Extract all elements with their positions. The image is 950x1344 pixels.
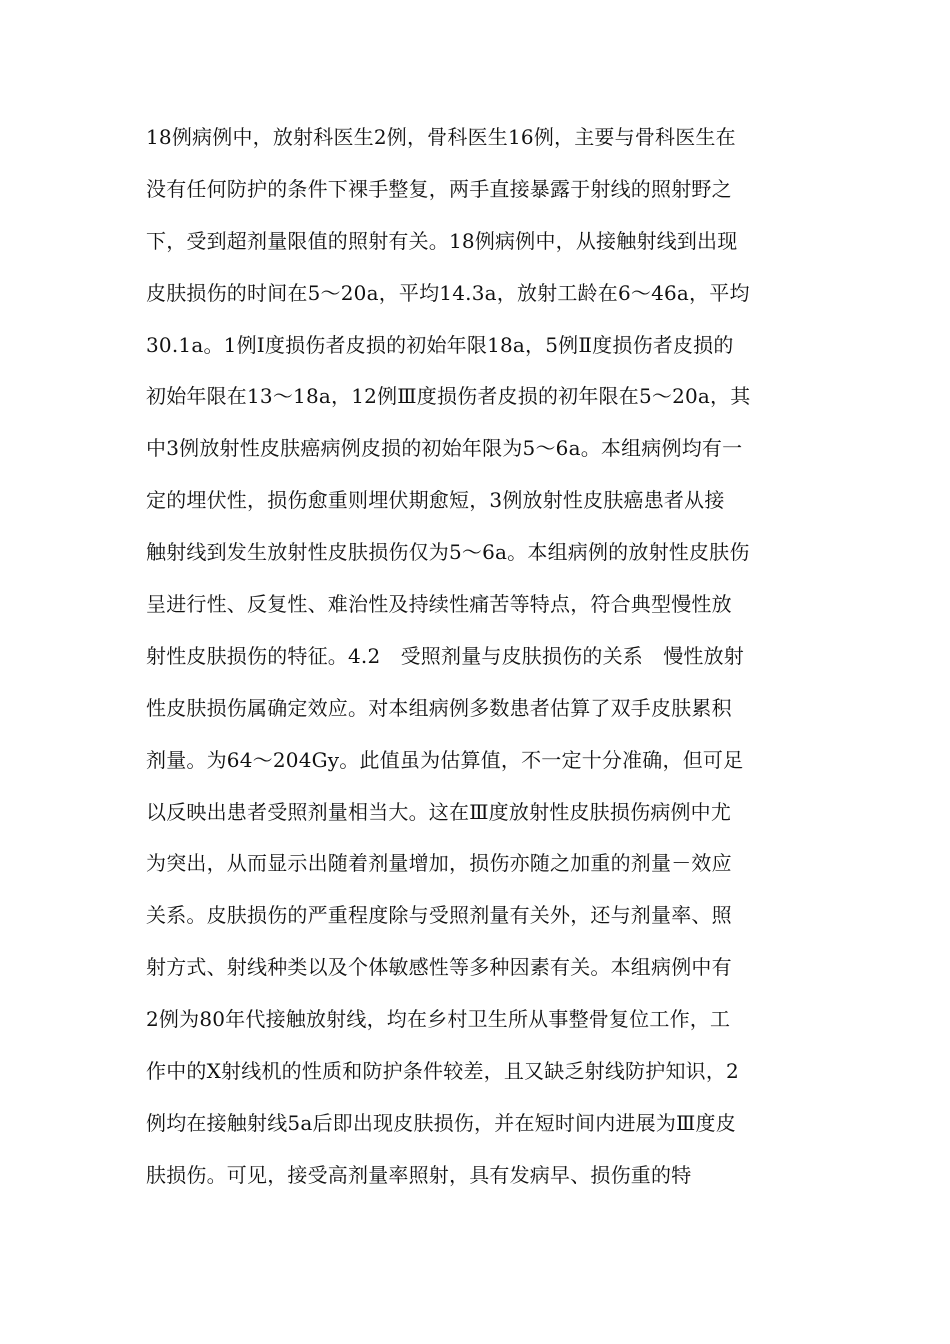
- text-line: 关系。皮肤损伤的严重程度除与受照剂量有关外，还与剂量率、照: [146, 903, 732, 928]
- text-line: 定的埋伏性，损伤愈重则埋伏期愈短，3例放射性皮肤癌患者从接: [146, 488, 725, 513]
- text-line: 射性皮肤损伤的特征。4.2 受照剂量与皮肤损伤的关系 慢性放射: [146, 643, 745, 668]
- text-line: 触射线到发生放射性皮肤损伤仅为5～6a。本组病例的放射性皮肤伤: [146, 540, 750, 565]
- text-line: 没有任何防护的条件下裸手整复，两手直接暴露于射线的照射野之: [146, 176, 732, 201]
- text-line: 初始年限在13～18a，12例Ⅲ度损伤者皮损的初年限在5～20a，其: [146, 384, 751, 409]
- text-line: 18例病例中，放射科医生2例，骨科医生16例，主要与骨科医生在: [146, 125, 736, 149]
- text-line: 中3例放射性皮肤癌病例皮损的初始年限为5～6a。本组病例均有一: [146, 436, 743, 461]
- text-line: 肤损伤。可见，接受高剂量率照射，具有发病早、损伤重的特: [146, 1162, 692, 1187]
- text-line: 30.1a。1例Ⅰ度损伤者皮损的初始年限18a，5例Ⅱ度损伤者皮损的: [146, 332, 734, 357]
- text-line: 为突出，从而显示出随着剂量增加，损伤亦随之加重的剂量－效应: [146, 851, 732, 876]
- text-line: 皮肤损伤的时间在5～20a，平均14.3a，放射工龄在6～46a，平均: [146, 280, 750, 305]
- text-line: 性皮肤损伤属确定效应。对本组病例多数患者估算了双手皮肤累积: [146, 695, 732, 720]
- text-line: 射方式、射线种类以及个体敏感性等多种因素有关。本组病例中有: [146, 955, 732, 980]
- text-line: 作中的X射线机的性质和防护条件较差，且又缺乏射线防护知识，2: [146, 1059, 739, 1084]
- text-line: 例均在接触射线5a后即出现皮肤损伤，并在短时间内进展为Ⅲ度皮: [146, 1110, 736, 1135]
- text-line: 以反映出患者受照剂量相当大。这在Ⅲ度放射性皮肤损伤病例中尤: [146, 799, 732, 824]
- body-text: [146, 117, 810, 1207]
- text-line: 下，受到超剂量限值的照射有关。18例病例中，从接触射线到出现: [146, 228, 738, 253]
- text-line: 呈进行性、反复性、难治性及持续性痛苦等特点，符合典型慢性放: [146, 592, 732, 617]
- text-line: 剂量。为64～204Gy。此值虽为估算值，不一定十分准确，但可足: [146, 747, 744, 772]
- text-line: 2例为80年代接触放射线，均在乡村卫生所从事整骨复位工作，工: [146, 1007, 731, 1032]
